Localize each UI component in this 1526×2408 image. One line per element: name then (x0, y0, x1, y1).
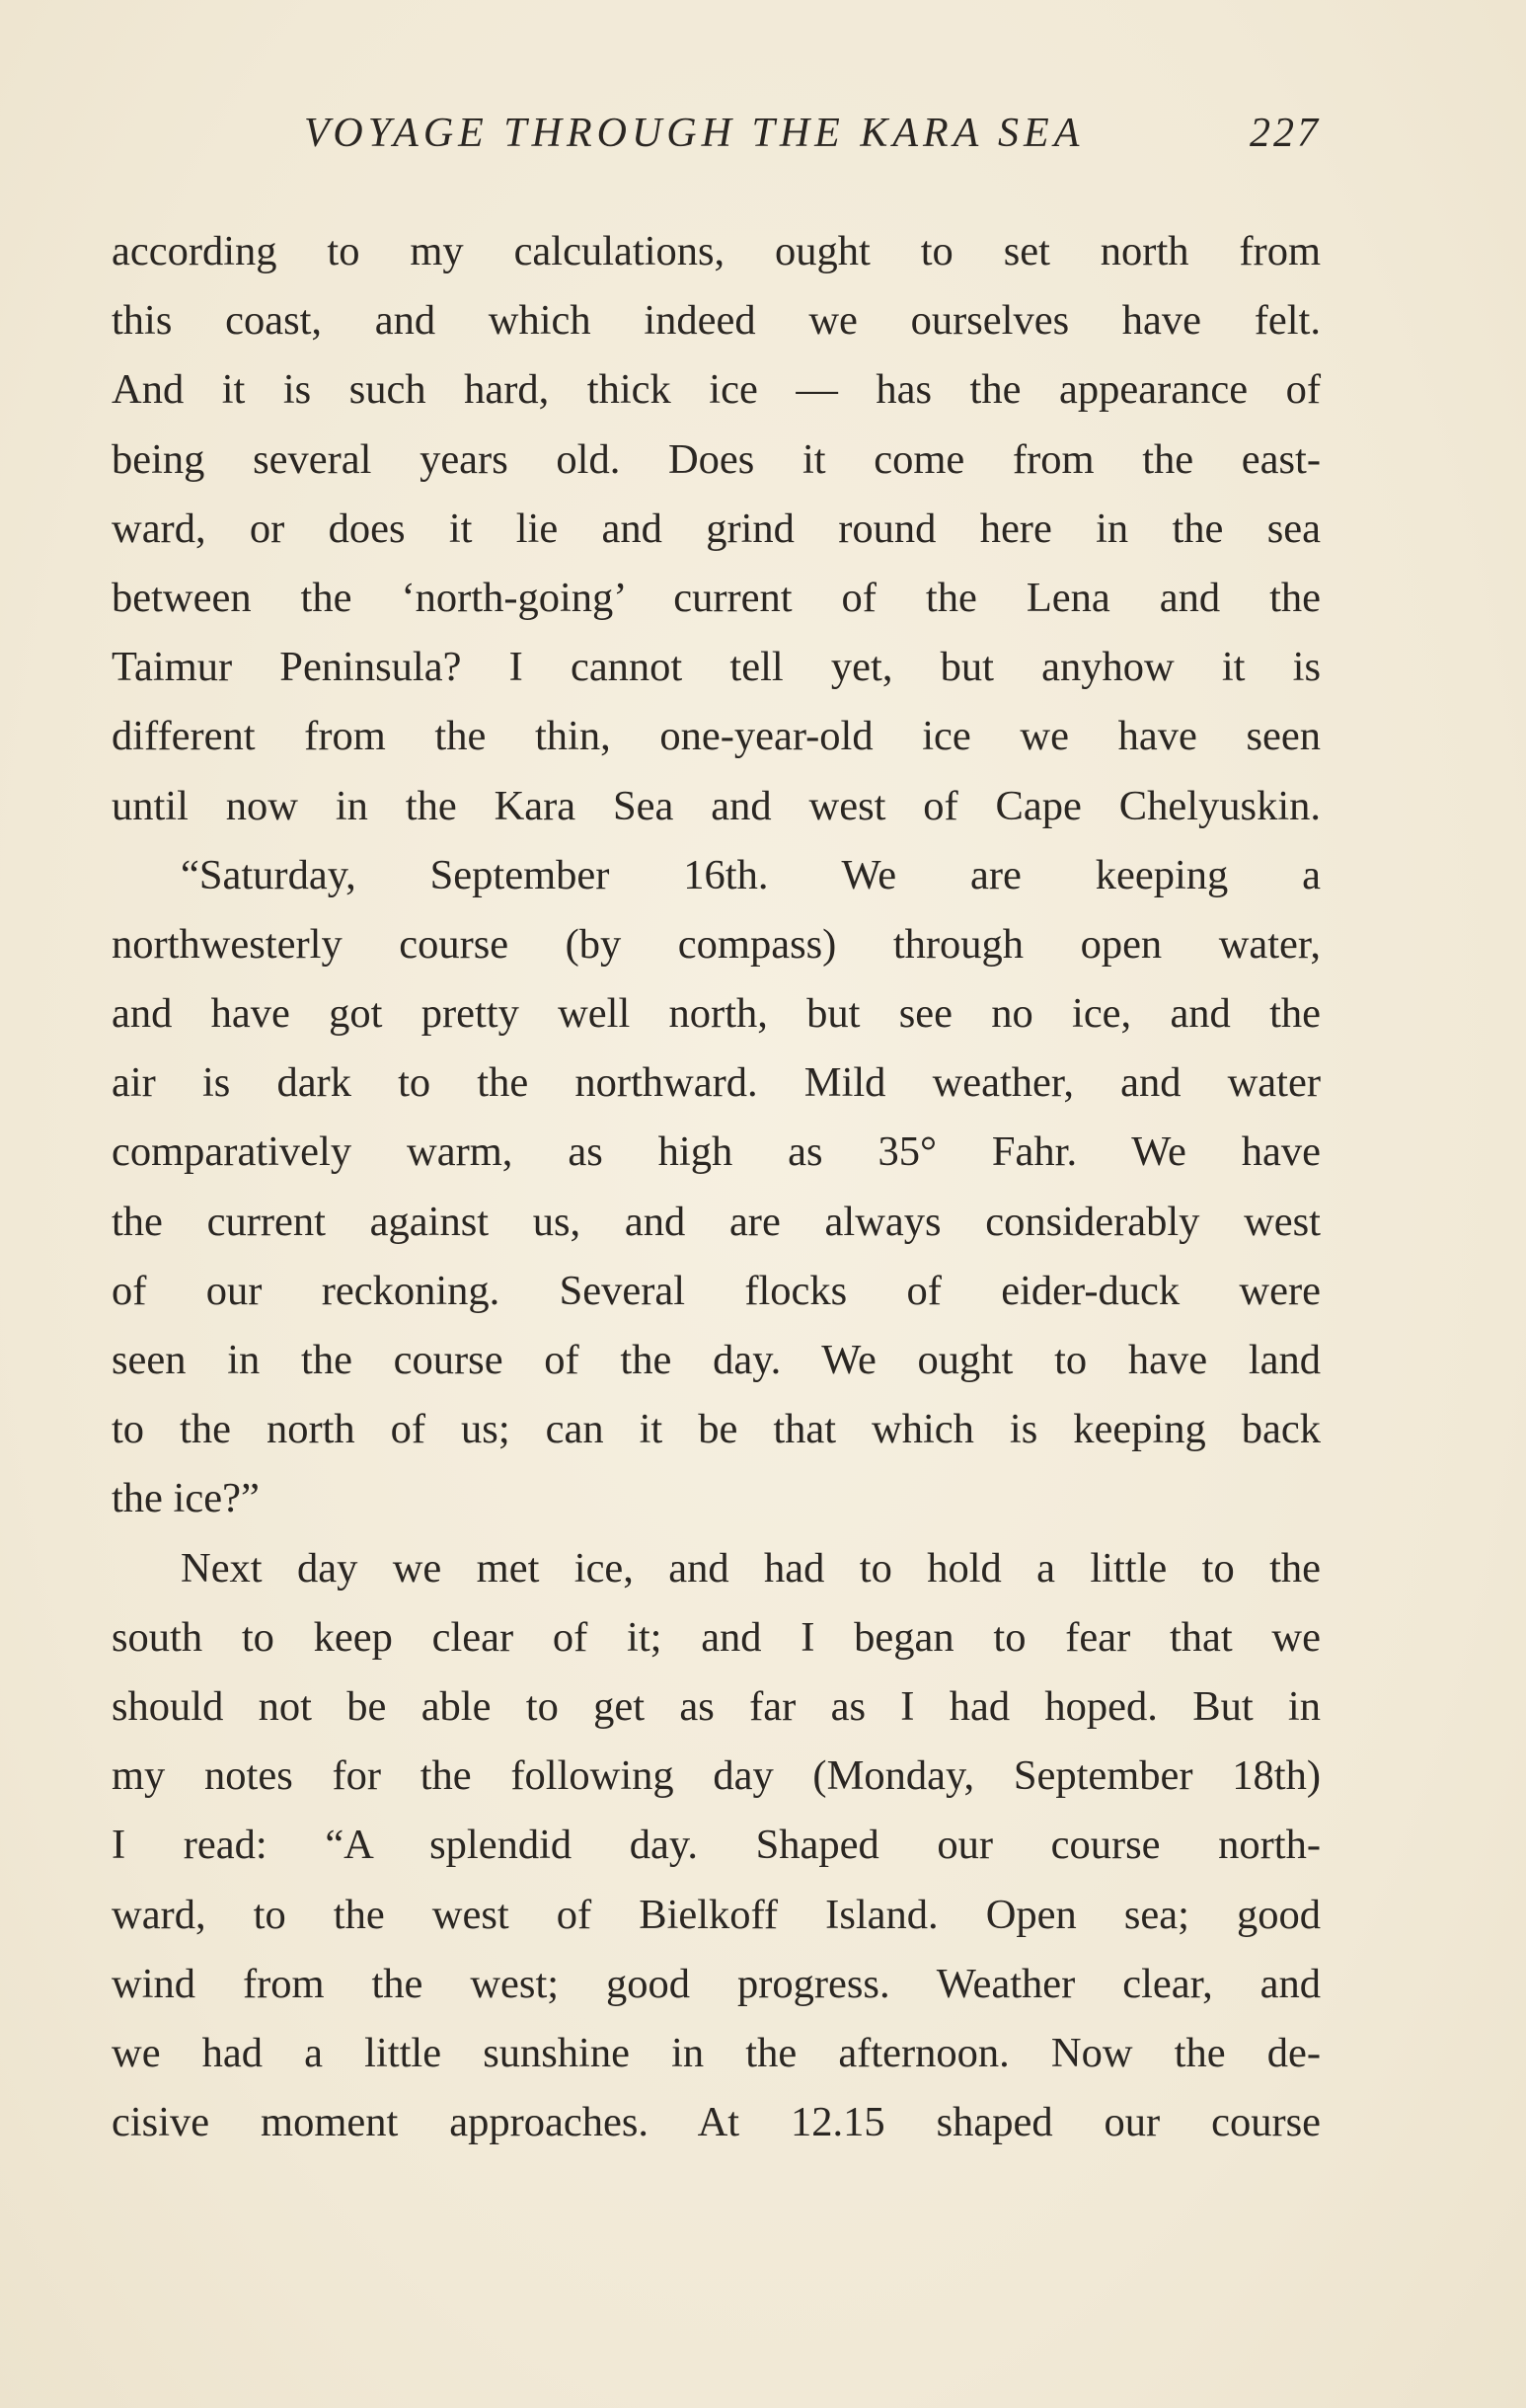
text-line: between the ‘north-going’ current of the Lena and the (112, 574, 1321, 621)
text-line: and have got pretty well north, but see no ice, and the (112, 990, 1321, 1038)
text-line: Taimur Peninsula? I cannot tell yet, but anyhow it is (112, 644, 1321, 691)
text-line: my notes for the following day (Monday, September 18th) (112, 1752, 1321, 1800)
text-line: according to my calculations, ought to set north from (112, 228, 1321, 274)
text-line: wind from the west; good progress. Weather clear, and (112, 1960, 1321, 2007)
text-line: being several years old. Does it come from the east- (112, 435, 1321, 483)
text-line: the ice?” (112, 1475, 260, 1522)
text-line: we had a little sunshine in the afternoon. Now the de- (112, 2029, 1321, 2076)
page-number: 227 (1250, 111, 1321, 156)
running-header (112, 104, 1321, 163)
text-line: this coast, and which indeed we ourselves have felt. (112, 297, 1321, 345)
text-line: And it is such hard, thick ice — has the appearance of (112, 366, 1321, 414)
text-line: Next day we met ice, and had to hold a little to the (181, 1544, 1321, 1592)
text-line: should not be able to get as far as I had hoped. But in (112, 1682, 1321, 1730)
text-line: different from the thin, one-year-old ice we have seen (112, 713, 1321, 760)
text-line: south to keep clear of it; and I began to fear that we (112, 1613, 1321, 1661)
text-line: I read: “A splendid day. Shaped our course north- (112, 1822, 1321, 1869)
text-line: of our reckoning. Several flocks of eider-duck were (112, 1267, 1321, 1314)
text-line: until now in the Kara Sea and west of Cape Chelyuskin. (112, 782, 1321, 829)
text-line: the current against us, and are always considerably west (112, 1198, 1321, 1245)
text-line: cisive moment approaches. At 12.15 shaped our course (112, 2099, 1321, 2146)
text-line: ward, or does it lie and grind round here in the sea (112, 505, 1321, 552)
text-line: “Saturday, September 16th. We are keeping a (181, 851, 1321, 898)
text-line: northwesterly course (by compass) through open water, (112, 920, 1321, 968)
text-line: to the north of us; can it be that which is keeping back (112, 1406, 1321, 1453)
text-line: comparatively warm, as high as 35° Fahr. We have (112, 1128, 1321, 1176)
text-line: air is dark to the northward. Mild weather, and water (112, 1059, 1321, 1107)
text-line: seen in the course of the day. We ought to have land (112, 1337, 1321, 1383)
running-title: VOYAGE THROUGH THE KARA SEA (304, 111, 1085, 156)
text-line: ward, to the west of Bielkoff Island. Open sea; good (112, 1891, 1321, 1938)
body-text (112, 217, 1321, 2157)
